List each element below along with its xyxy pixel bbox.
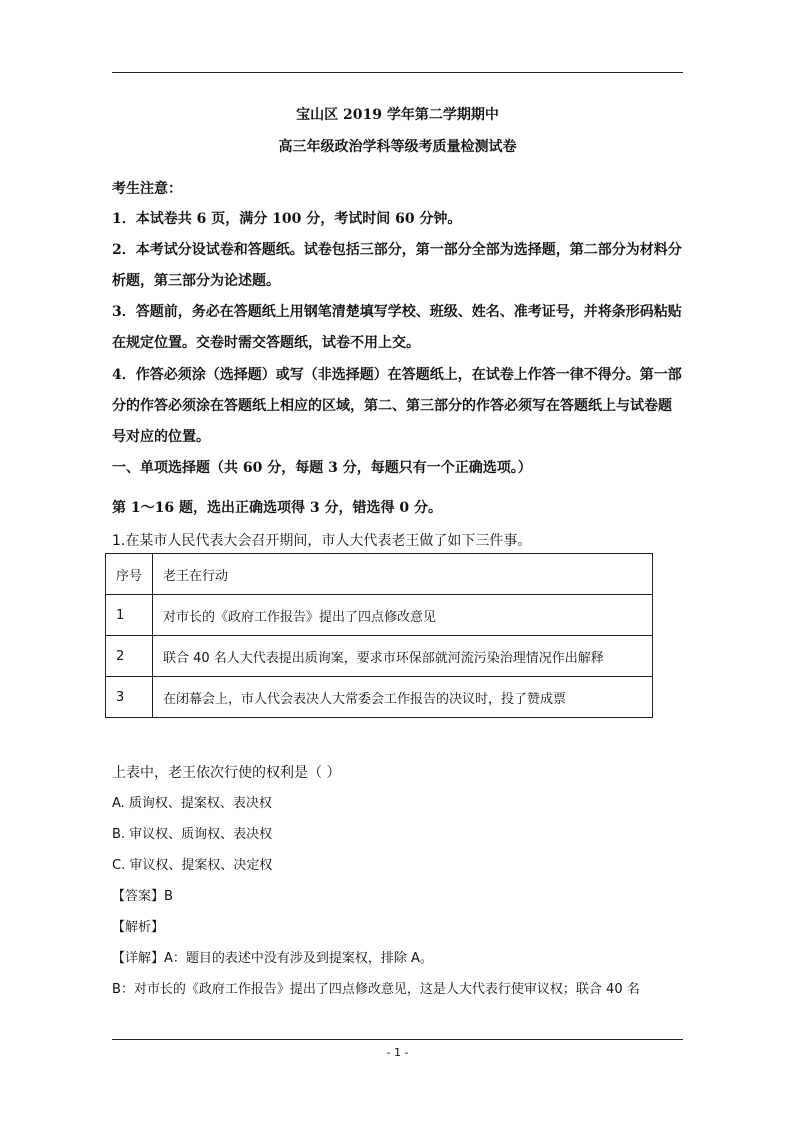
notice-item-2-line1: 2．本考试分设试卷和答题纸。试卷包括三部分，第一部分全部为选择题，第二部分为材料分 (112, 242, 682, 258)
question-table (105, 553, 653, 718)
page-number: - 1 - (386, 1046, 409, 1059)
notice-item-4-line2: 分的作答必须涂在答题纸上相应的区域，第二、第三部分的作答必须写在答题纸上与试卷题 (112, 398, 672, 414)
table-header-cell: 老王在行动 (153, 554, 653, 595)
option-b: B. 审议权、质询权、表决权 (112, 827, 273, 842)
detail-line-1: 【详解】A：题目的表述中没有涉及到提案权，排除 A。 (112, 951, 433, 966)
question-stem: 1.在某市人民代表大会召开期间，市人大代表老王做了如下三件事。 (112, 533, 532, 549)
table-header-cell: 序号 (106, 554, 153, 595)
table-header-row (106, 554, 653, 595)
footer-rule (112, 1039, 683, 1040)
notice-item-3-line1: 3．答题前，务必在答题纸上用钢笔清楚填写学校、班级、姓名、准考证号，并将条形码粘贴 (112, 304, 682, 320)
notice-item-3-line2: 在规定位置。交卷时需交答题纸，试卷不用上交。 (112, 335, 420, 351)
table-cell: 3 (106, 677, 153, 718)
table-cell: 2 (106, 636, 153, 677)
notice-item-1: 1．本试卷共 6 页，满分 100 分，考试时间 60 分钟。 (112, 211, 462, 227)
table-cell: 联合 40 名人大代表提出质询案，要求市环保部就河流污染治理情况作出解释 (153, 636, 653, 677)
answer-line: 【答案】B (112, 889, 173, 904)
notice-item-4-line3: 号对应的位置。 (112, 429, 210, 445)
detail-line-2: B：对市长的《政府工作报告》提出了四点修改意见，这是人大代表行使审议权；联合 40 名 (112, 982, 640, 997)
table-cell: 对市长的《政府工作报告》提出了四点修改意见 (153, 595, 653, 636)
exam-title-line1: 宝山区 2019 学年第二学期期中 (296, 107, 499, 123)
table-cell: 1 (106, 595, 153, 636)
option-a: A. 质询权、提案权、表决权 (112, 796, 272, 811)
notice-item-2-line2: 析题，第三部分为论述题。 (112, 273, 280, 289)
option-c: C. 审议权、提案权、决定权 (112, 858, 273, 873)
section-heading: 一、单项选择题（共 60 分，每题 3 分，每题只有一个正确选项。） (112, 460, 532, 476)
analysis-label: 【解析】 (112, 920, 165, 935)
notice-heading: 考生注意： (112, 181, 182, 197)
header-rule (112, 72, 683, 73)
notice-item-4-line1: 4．作答必须涂（选择题）或写（非选择题）在答题纸上，在试卷上作答一律不得分。第一部 (112, 367, 682, 383)
question-prompt: 上表中，老王依次行使的权利是（ ） (112, 765, 341, 781)
table-row (106, 595, 653, 636)
table-row (106, 677, 653, 718)
section-subheading: 第 1～16 题，选出正确选项得 3 分，错选得 0 分。 (112, 500, 442, 516)
exam-title-line2: 高三年级政治学科等级考质量检测试卷 (278, 139, 517, 155)
table-cell: 在闭幕会上，市人代会表决人大常委会工作报告的决议时，投了赞成票 (153, 677, 653, 718)
table-row (106, 636, 653, 677)
